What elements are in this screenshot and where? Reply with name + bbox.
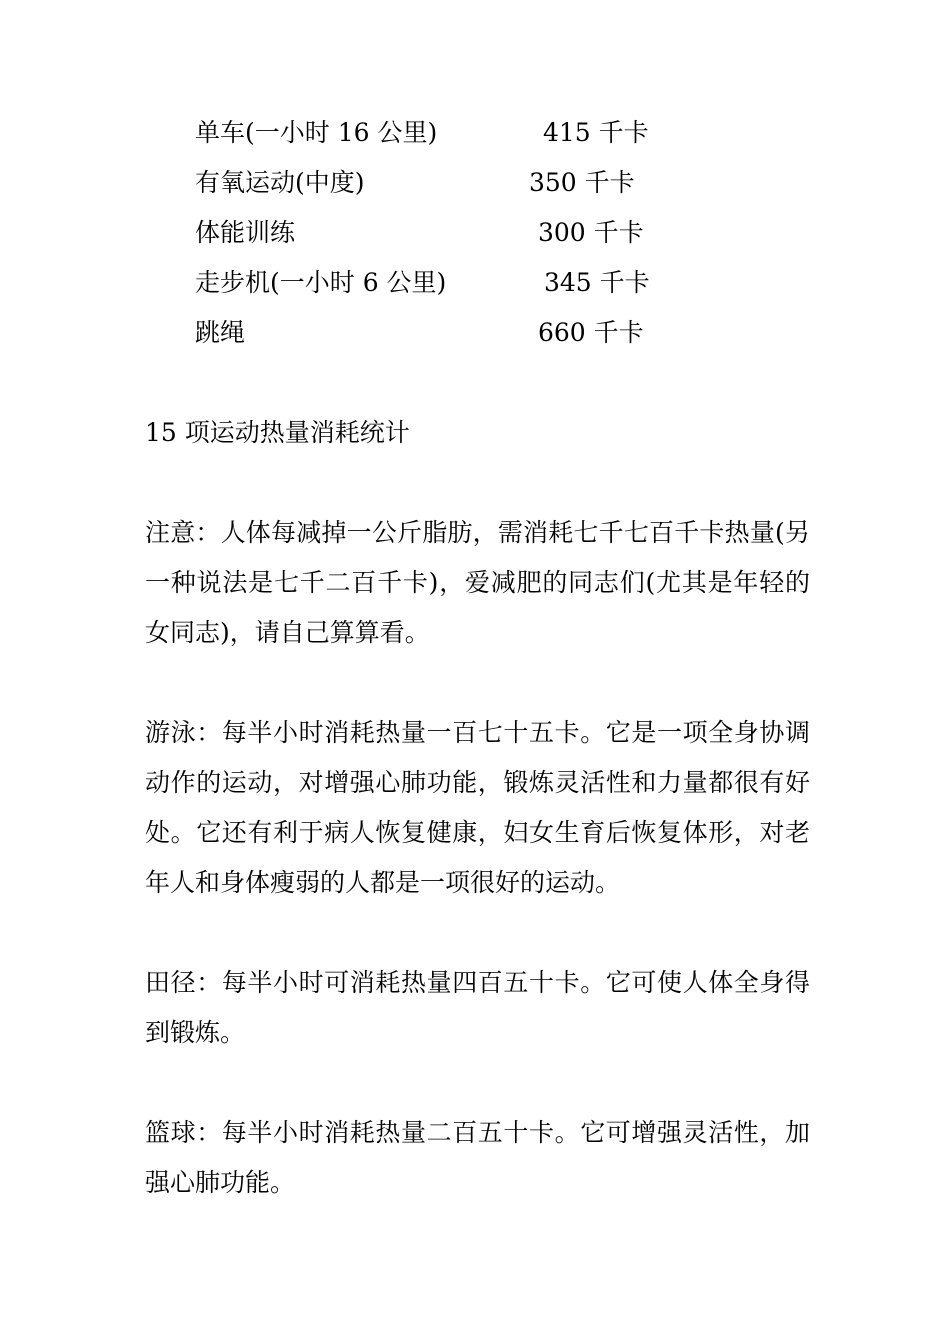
activity-calorie-list	[195, 108, 715, 358]
activity-kcal: 345 千卡	[544, 268, 650, 297]
list-item	[195, 208, 715, 258]
activity-kcal: 415 千卡	[543, 118, 649, 147]
activity-name: 有氧运动(中度)	[195, 168, 365, 197]
activity-kcal: 300 千卡	[538, 218, 644, 247]
track-field-paragraph: 田径：每半小时可消耗热量四百五十卡。它可使人体全身得到锻炼。	[145, 968, 810, 1047]
activity-kcal: 350 千卡	[529, 168, 635, 197]
note-paragraph: 注意：人体每减掉一公斤脂肪，需消耗七千七百千卡热量(另一种说法是七千二百千卡)，爱减肥的同志们(尤其是年轻的女同志)，请自己算算看。	[145, 518, 810, 647]
list-item	[195, 308, 715, 358]
swimming-paragraph: 游泳：每半小时消耗热量一百七十五卡。它是一项全身协调动作的运动，对增强心肺功能，锻炼灵活性和力量都很有好处。它还有利于病人恢复健康，妇女生育后恢复体形，对老年人和身体瘦弱的人都是一项很好的运动。	[145, 718, 810, 897]
activity-name: 体能训练	[195, 218, 296, 247]
activity-kcal: 660 千卡	[538, 318, 644, 347]
activity-name: 走步机(一小时 6 公里)	[195, 268, 447, 297]
basketball-paragraph: 篮球：每半小时消耗热量二百五十卡。它可增强灵活性，加强心肺功能。	[145, 1118, 810, 1197]
section-title: 15 项运动热量消耗统计	[145, 418, 410, 447]
list-item	[195, 158, 715, 208]
list-item	[195, 108, 715, 158]
activity-name: 单车(一小时 16 公里)	[195, 118, 438, 147]
activity-name: 跳绳	[195, 318, 246, 347]
list-item	[195, 258, 715, 308]
